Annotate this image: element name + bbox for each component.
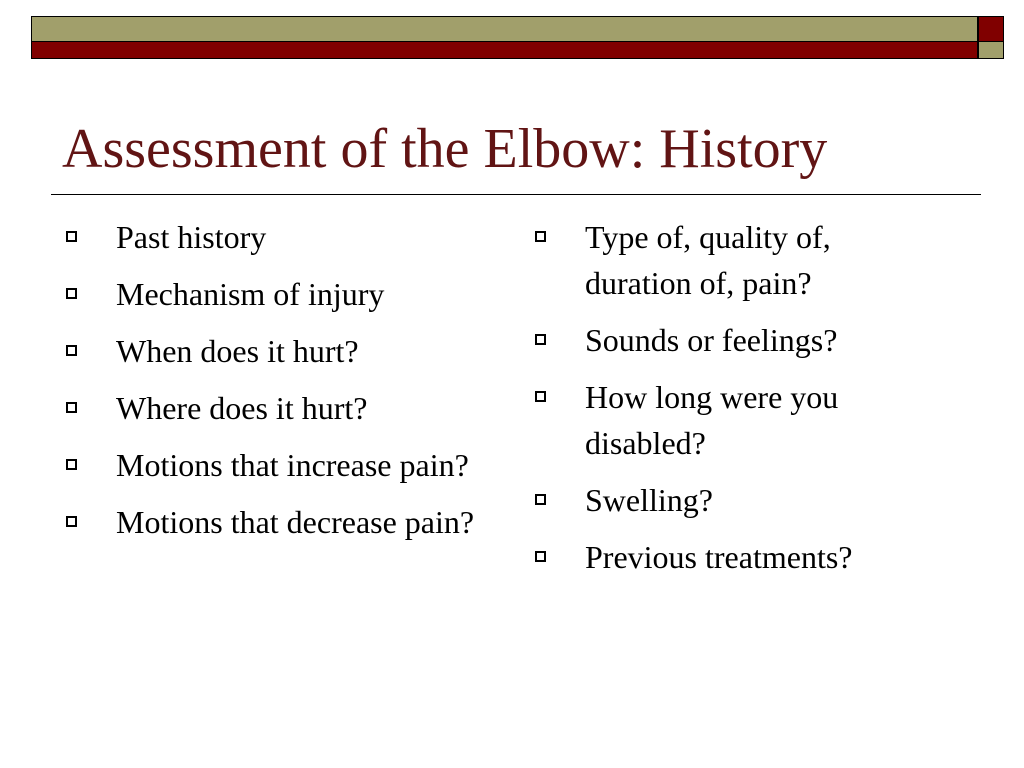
list-item-text: Motions that decrease pain?	[116, 504, 475, 540]
list-item	[533, 477, 933, 523]
header-red-square	[978, 16, 1004, 42]
list-item	[533, 214, 933, 306]
hollow-square-bullet-icon	[66, 231, 77, 242]
list-item	[64, 271, 484, 317]
hollow-square-bullet-icon	[535, 391, 546, 402]
list-item	[64, 499, 484, 545]
list-item-text: Type of, quality of, duration of, pain?	[585, 219, 831, 301]
list-item	[533, 374, 933, 466]
list-item	[64, 385, 484, 431]
hollow-square-bullet-icon	[535, 231, 546, 242]
hollow-square-bullet-icon	[66, 345, 77, 356]
slide-title: Assessment of the Elbow: History	[62, 118, 828, 180]
list-item-text: Past history	[116, 219, 267, 255]
right-bullet-list	[533, 214, 933, 591]
hollow-square-bullet-icon	[535, 494, 546, 505]
list-item-text: When does it hurt?	[116, 333, 359, 369]
list-item-text: Mechanism of injury	[116, 276, 385, 312]
header-olive-bar	[31, 16, 978, 42]
list-item-text: Sounds or feelings?	[585, 322, 838, 358]
header-red-bar	[31, 42, 978, 59]
list-item	[64, 442, 484, 488]
list-item-text: Motions that increase pain?	[116, 447, 469, 483]
list-item	[64, 214, 484, 260]
list-item	[64, 328, 484, 374]
list-item	[533, 317, 933, 363]
hollow-square-bullet-icon	[66, 288, 77, 299]
hollow-square-bullet-icon	[66, 402, 77, 413]
header-olive-square	[978, 42, 1004, 59]
hollow-square-bullet-icon	[535, 551, 546, 562]
title-divider	[51, 194, 981, 195]
list-item-text: Swelling?	[585, 482, 713, 518]
list-item-text: How long were you disabled?	[585, 379, 839, 461]
list-item	[533, 534, 933, 580]
hollow-square-bullet-icon	[535, 334, 546, 345]
list-item-text: Previous treatments?	[585, 539, 853, 575]
list-item-text: Where does it hurt?	[116, 390, 368, 426]
left-bullet-list	[64, 214, 484, 556]
hollow-square-bullet-icon	[66, 459, 77, 470]
hollow-square-bullet-icon	[66, 516, 77, 527]
